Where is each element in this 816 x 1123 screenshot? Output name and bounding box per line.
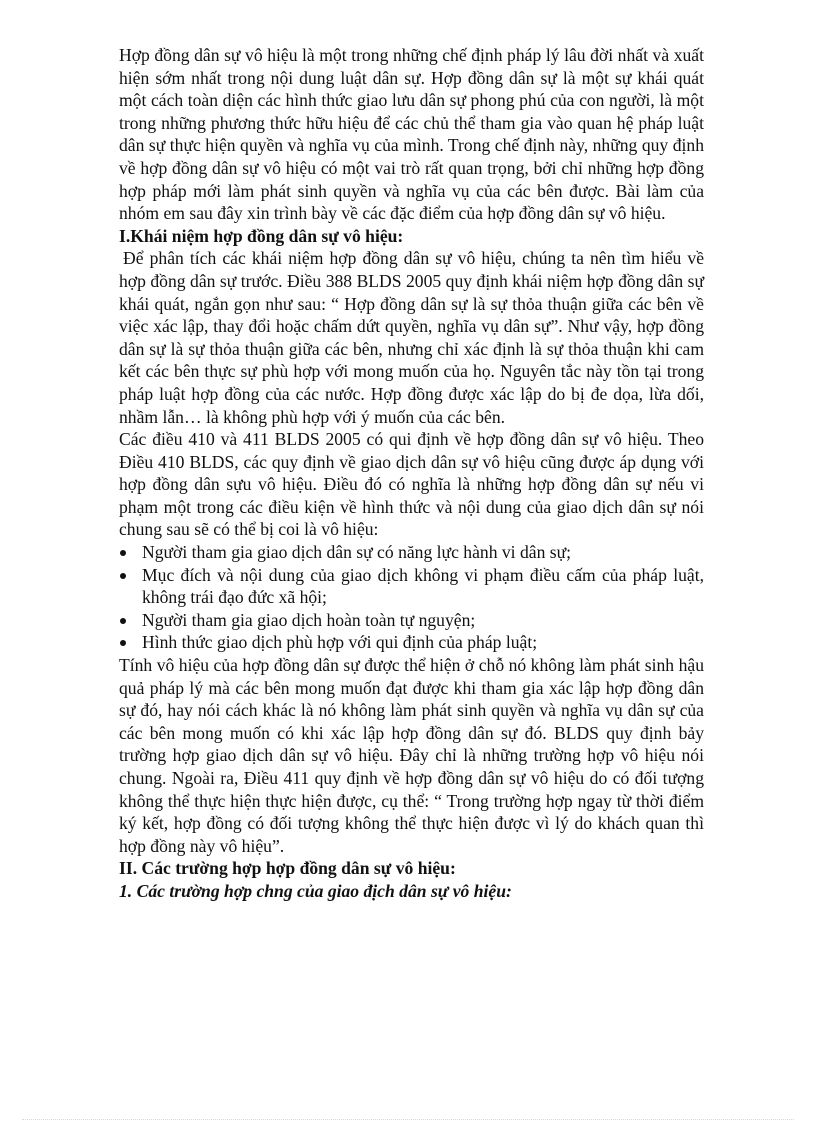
document-page [119, 44, 704, 903]
list-item [119, 541, 704, 564]
list-item-text: Người tham gia giao dịch dân sự có năng lực hành vi dân sự; [142, 542, 572, 563]
list-item-text: Hình thức giao dịch phù hợp với qui định của pháp luật; [142, 632, 538, 653]
section-1-paragraph-2: Các điều 410 và 411 BLDS 2005 có qui định về hợp đồng dân sự vô hiệu. Theo Điều 410 BLDS, các quy định về giao dịch dân sự vô hiệu cũng được áp dụng với hợp đồng dân sựu vô hiệu. Điều đó có nghĩa là những hợp đồng dân sự nếu vi phạm một trong các điều kiện về hình thức và nội dung của giao dịch dân sự nói chung sau sẽ có thể bị coi là vô hiệu: [119, 429, 704, 540]
list-item [119, 609, 704, 632]
bullet-icon [120, 550, 126, 556]
list-item-text: Mục đích và nội dung của giao dịch không vi phạm điều cấm của pháp luật, không trái đạo đức xã hội; [142, 564, 704, 608]
bullet-icon [120, 640, 126, 646]
intro-paragraph: Hợp đồng dân sự vô hiệu là một trong những chế định pháp lý lâu đời nhất và xuất hiện sớm nhất trong nội dung luật dân sự. Hợp đồng dân sự là một sự khái quát một cách toàn diện các hình thức giao lưu dân sự phong phú của con người, là một trong những phương thức hữu hiệu để các chủ thể tham gia vào quan hệ pháp luật dân sự thực hiện quyền và nghĩa vụ của mình. Trong chế định này, những quy định về hợp đồng dân sự vô hiệu có một vai trò rất quan trọng, bởi chỉ những hợp đồng hợp pháp mới làm phát sinh quyền và nghĩa vụ của các bên được. Bài làm của nhóm em sau đây xin trình bày về các đặc điểm của hợp đồng dân sự vô hiệu. [119, 45, 704, 224]
list-item-text: Người tham gia giao dịch hoàn toàn tự nguyện; [142, 609, 476, 630]
bullet-icon [120, 618, 126, 624]
section-1-heading: I.Khái niệm hợp đồng dân sự vô hiệu: [119, 225, 404, 246]
section-2-subheading: 1. Các trường hợp chng của giao địch dân sự vô hiệu: [119, 880, 512, 901]
bullet-icon [120, 573, 126, 579]
conditions-list [119, 541, 704, 654]
section-1-paragraph-1: Để phân tích các khái niệm hợp đồng dân sự vô hiệu, chúng ta nên tìm hiểu về hợp đồng dân sự trước. Điều 388 BLDS 2005 quy định khái niệm hợp đồng dân sự khái quát, ngắn gọn như sau: “ Hợp đồng dân sự là sự thỏa thuận giữa các bên về việc xác lập, thay đổi hoặc chấm dứt quyền, nghĩa vụ dân sự”. Như vậy, hợp đồng dân sự là sự thỏa thuận giữa các bên, nhưng chỉ xác định là sự thỏa thuận khi cam kết các bên thực sự phù hợp với mong muốn của họ. Nguyên tắc này tồn tại trong pháp luật hợp đồng của các nước. Hợp đồng được xác lập do bị đe dọa, lừa dối, nhầm lẫn… là không phù hợp với ý muốn của các bên. [119, 248, 704, 427]
page-bottom-divider [22, 1119, 794, 1120]
list-item [119, 564, 704, 609]
section-1-paragraph-3: Tính vô hiệu của hợp đồng dân sự được thể hiện ở chỗ nó không làm phát sinh hậu quả pháp lý mà các bên mong muốn đạt được khi tham gia xác lập hợp đồng dân sự đó, hay nói cách khác là nó không làm phát sinh quyền và nghĩa vụ dân sự của các bên mong muốn có khi xác lập hợp đồng dân sự đó. BLDS quy định bảy trường hợp giao dịch dân sự vô hiệu. Đây chỉ là những trường hợp vô hiệu nói chung. Ngoài ra, Điều 411 quy định về hợp đồng dân sự vô hiệu do có đối tượng không thể thực hiện thực hiện được, cụ thể: “ Trong trường hợp ngay từ thời điểm ký kết, hợp đồng có đối tượng không thể thực hiện được vì lý do khách quan thì hợp đồng này vô hiệu”. [119, 655, 704, 856]
section-2-heading: II. Các trường hợp hợp đồng dân sự vô hiệu: [119, 858, 456, 879]
list-item [119, 631, 704, 654]
